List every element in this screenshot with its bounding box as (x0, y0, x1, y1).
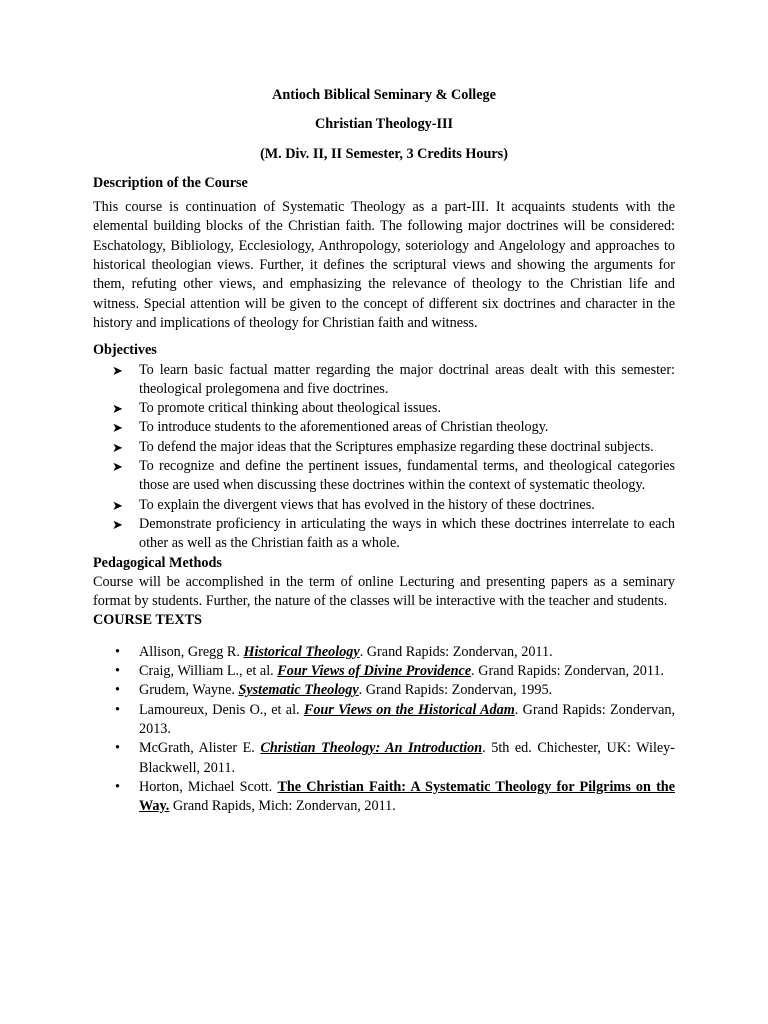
text-title: The Christian Faith: A Systematic Theology for Pilgrims on the Way. (139, 778, 675, 815)
text-title: Historical Theology (243, 643, 360, 660)
course-text-item (93, 701, 675, 740)
pedagogy-text: Course will be accomplished in the term of online Lecturing and presenting papers as a seminary format by students. Further, the nature of the classes will be interactive with the teacher and students. (93, 573, 675, 610)
course-details: (M. Div. II, II Semester, 3 Credits Hours) (260, 145, 508, 162)
arrow-bullet-icon: ➤ (112, 516, 123, 532)
text-title: Four Views of Divine Providence (277, 663, 472, 680)
text-publication: . Grand Rapids: Zondervan, 2013. (139, 701, 676, 737)
description-heading: Description of the Course (93, 174, 248, 191)
text-author: McGrath, Alister E. (139, 740, 261, 757)
text-author: Horton, Michael Scott. (139, 778, 278, 795)
pedagogy-heading: Pedagogical Methods (93, 554, 222, 571)
objective-text: To promote critical thinking about theological issues. (139, 400, 442, 417)
text-publication: . Grand Rapids: Zondervan, 2011. (471, 663, 665, 680)
objective-text: To recognize and define the pertinent issues, fundamental terms, and theological categories those are used when discussing these doctrines within the context of systematic theology. (139, 458, 675, 494)
bullet-icon: • (115, 682, 120, 699)
objective-item (93, 399, 675, 418)
objectives-heading: Objectives (93, 342, 157, 359)
course-text-item (93, 643, 675, 662)
arrow-bullet-icon: ➤ (112, 401, 123, 417)
course-text-item (93, 739, 675, 778)
objective-text: To introduce students to the aforementioned areas of Christian theology. (139, 419, 549, 436)
objective-item (93, 361, 675, 400)
text-title: Systematic Theology (238, 682, 359, 699)
bullet-icon: • (115, 663, 120, 680)
document-body (93, 86, 675, 816)
arrow-bullet-icon: ➤ (112, 497, 123, 513)
text-title: Christian Theology: An Introduction (260, 740, 483, 757)
text-author: Allison, Gregg R. (139, 643, 244, 660)
arrow-bullet-icon: ➤ (112, 439, 123, 455)
course-title: Christian Theology-III (314, 116, 454, 133)
objective-text: To defend the major ideas that the Scriptures emphasize regarding these doctrinal subjects. (139, 438, 654, 455)
bullet-icon: • (115, 643, 120, 660)
arrow-bullet-icon: ➤ (112, 420, 123, 436)
arrow-bullet-icon: ➤ (112, 362, 123, 378)
objectives-list (93, 361, 675, 554)
text-publication: . 5th ed. Chichester, UK: Wiley-Blackwell, 2011. (139, 740, 675, 776)
text-author: Craig, William L., et al. (139, 663, 278, 680)
objective-item (93, 438, 675, 457)
text-publication: . Grand Rapids: Zondervan, 1995. (358, 682, 553, 699)
course-text-item (93, 778, 675, 817)
objective-text: To explain the divergent views that has evolved in the history of these doctrines. (139, 496, 595, 513)
course-texts-list (93, 643, 675, 817)
objective-item (93, 496, 675, 515)
objective-text: To learn basic factual matter regarding the major doctrinal areas dealt with this semester: theological prolegomena and five doctrines. (139, 361, 675, 397)
course-text-item (93, 662, 675, 681)
text-title: Four Views on the Historical Adam (303, 701, 515, 718)
arrow-bullet-icon: ➤ (112, 459, 123, 475)
objective-item (93, 418, 675, 437)
objective-item (93, 457, 675, 496)
objective-text: Demonstrate proficiency in articulating the ways in which these doctrines interrelate to each other as well as the Christian faith as a whole. (139, 515, 675, 552)
text-publication: . Grand Rapids: Zondervan, 2011. (359, 643, 553, 660)
description-text: This course is continuation of Systematic Theology as a part-III. It acquaints students with the elemental building blocks of the Christian faith. The following major doctrines will be considered: Eschatology, Bibliology, Ecclesiology, Anthropology, soteriology and Angelology and approaches to historical theologian views. Further, it defines the scriptural views and showing the arguments for them, refuting other views, and emphasizing the relevance of theology to the Christian life and witness. Special attention will be given to the concept of different six doctrines and character in the history and implications of theology for Christian faith and witness. (93, 199, 675, 331)
text-publication: Grand Rapids, Mich: Zondervan, 2011. (169, 798, 396, 815)
course-text-item (93, 681, 675, 700)
bullet-icon: • (115, 740, 120, 757)
text-author: Lamoureux, Denis O., et al. (139, 701, 304, 718)
objective-item (93, 515, 675, 554)
bullet-icon: • (115, 701, 120, 718)
bullet-icon: • (115, 778, 120, 795)
institution-title: Antioch Biblical Seminary & College (272, 87, 496, 103)
course-texts-heading: COURSE TEXTS (93, 612, 202, 629)
text-author: Grudem, Wayne. (139, 682, 239, 699)
